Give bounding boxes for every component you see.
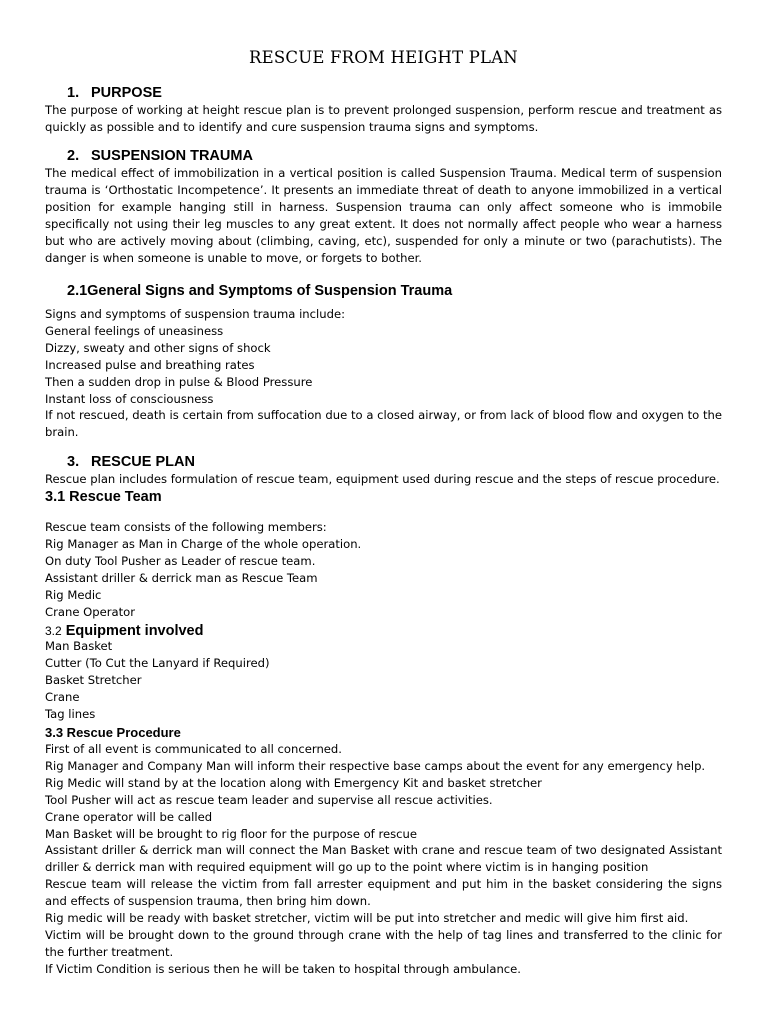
list-item: Victim will be brought down to the ground through crane with the help of tag lines and transferred to the clinic for the further treatment. <box>45 927 722 959</box>
section-title: RESCUE PLAN <box>91 454 195 470</box>
list-item: Rig Manager and Company Man will inform their respective base camps about the event for any emergency help. <box>45 758 706 773</box>
subsection-heading-signs: 2.1General Signs and Symptoms of Suspension Trauma <box>67 283 453 299</box>
list-item: Cutter (To Cut the Lanyard if Required) <box>45 655 270 670</box>
document-title: RESCUE FROM HEIGHT PLAN <box>249 48 518 67</box>
list-item: Assistant driller & derrick man as Rescue Team <box>45 570 318 585</box>
section-heading-purpose <box>45 84 722 102</box>
list-item: If Victim Condition is serious then he will be taken to hospital through ambulance. <box>45 961 521 976</box>
list-item: Man Basket <box>45 639 113 653</box>
list-item: Tag lines <box>45 706 96 721</box>
subsection-title: Equipment involved <box>65 623 204 639</box>
section-heading-suspension-trauma <box>45 147 722 165</box>
section-title: PURPOSE <box>91 85 162 101</box>
list-item: If not rescued, death is certain from suffocation due to a closed airway, or from lack of blood flow and oxygen to the brain. <box>45 408 722 440</box>
subsection-heading-procedure: 3.3 Rescue Procedure <box>45 725 181 740</box>
list-item: First of all event is communicated to all concerned. <box>45 742 342 756</box>
section-number: 1. <box>67 85 80 101</box>
suspension-trauma-paragraph: The medical effect of immobilization in a vertical position is called Suspension Trauma. Medical term of suspension trauma is ‘Orthostatic Incompetence’. It presents an immediate threat of death to anyone immobilized in a vertical position for example hanging still in harness. Suspension trauma can only affect someone who is immobile specifically not using their leg muscles to any great extent. It does not normally affect people who wear a harness but who are actively moving about (climbing, caving, etc), suspended for only a minute or two (parachutists). The danger is when someone is unable to move, or forgets to bother. <box>45 166 722 265</box>
rescue-plan-paragraph: Rescue plan includes formulation of rescue team, equipment used during rescue and the steps of rescue procedure. <box>45 472 720 486</box>
purpose-paragraph: The purpose of working at height rescue plan is to prevent prolonged suspension, perform rescue and treatment as quickly as possible and to identify and cure suspension trauma signs and symptoms. <box>45 103 722 134</box>
signs-list <box>45 306 722 441</box>
list-item: Rig medic will be ready with basket stretcher, victim will be put into stretcher and medic will give him first aid. <box>45 911 689 926</box>
list-item: Rescue team will release the victim from fall arrester equipment and put him in the basket considering the signs and effects of suspension trauma, then bring him down. <box>45 877 722 909</box>
list-item: Tool Pusher will act as rescue team leader and supervise all rescue activities. <box>45 792 493 807</box>
list-item: Dizzy, sweaty and other signs of shock <box>45 340 271 355</box>
list-item: Then a sudden drop in pulse & Blood Pressure <box>45 374 313 389</box>
list-item: Increased pulse and breathing rates <box>45 357 255 372</box>
list-item: Rig Medic <box>45 587 102 602</box>
list-item: On duty Tool Pusher as Leader of rescue team. <box>45 553 316 568</box>
section-heading-rescue-plan <box>45 453 722 471</box>
list-item: Rescue team consists of the following members: <box>45 520 327 534</box>
list-item: Assistant driller & derrick man will connect the Man Basket with crane and rescue team of two designated Assistant driller & derrick man with required equipment will go up to the point where victim is in hanging position <box>45 843 722 875</box>
subsection-number: 3.2 <box>45 624 62 638</box>
list-item: Crane <box>45 689 80 704</box>
section-title: SUSPENSION TRAUMA <box>91 148 253 164</box>
section-number: 2. <box>67 148 80 164</box>
list-item: Instant loss of consciousness <box>45 391 214 406</box>
list-item: Signs and symptoms of suspension trauma include: <box>45 307 345 321</box>
section-number: 3. <box>67 454 80 470</box>
list-item: Crane operator will be called <box>45 809 213 824</box>
document-page <box>45 0 722 1024</box>
list-item: Rig Medic will stand by at the location along with Emergency Kit and basket stretcher <box>45 775 542 790</box>
rescue-team-list <box>45 519 722 620</box>
list-item: General feelings of uneasiness <box>45 323 224 338</box>
procedure-list <box>45 741 722 978</box>
subsection-heading-rescue-team: 3.1 Rescue Team <box>45 489 162 505</box>
equipment-list <box>45 638 722 723</box>
list-item: Man Basket will be brought to rig floor for the purpose of rescue <box>45 826 417 841</box>
list-item: Basket Stretcher <box>45 672 142 687</box>
list-item: Crane Operator <box>45 604 136 619</box>
list-item: Rig Manager as Man in Charge of the whole operation. <box>45 536 362 551</box>
